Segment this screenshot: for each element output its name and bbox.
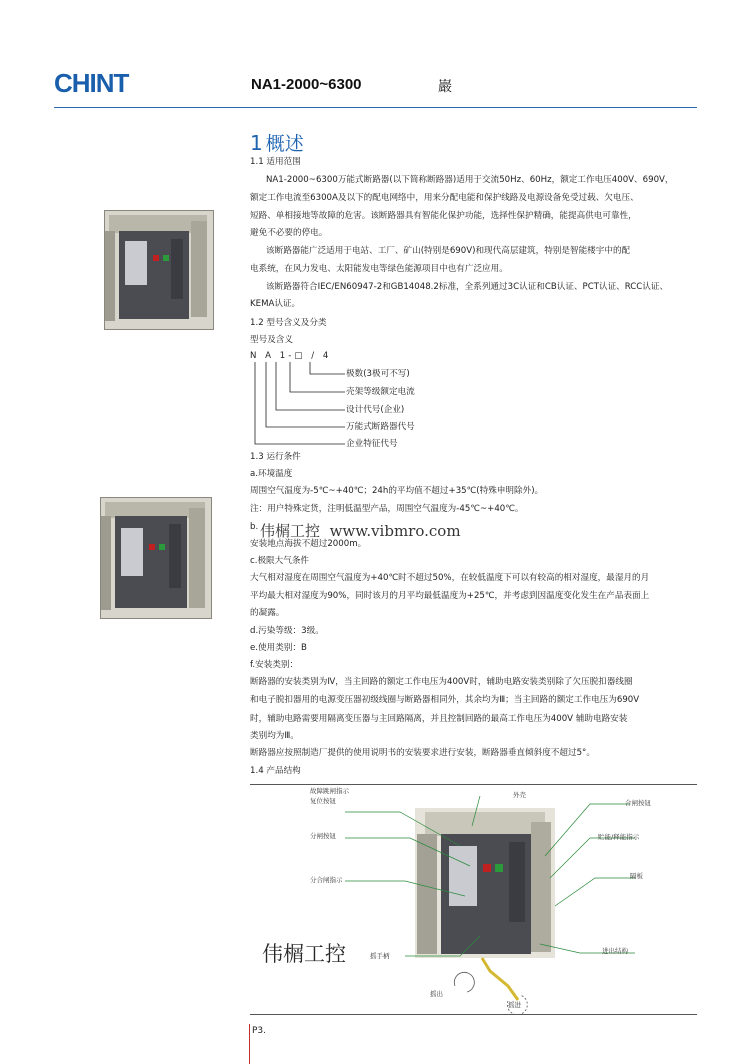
header-rule	[54, 107, 697, 108]
cond-a-2: 注：用户特殊定货，注明低温型产品，周围空气温度为-45℃~+40℃。	[250, 504, 524, 514]
heading-1-4: 1.4 产品结构	[250, 766, 301, 776]
cond-a: a.环境温度	[250, 469, 293, 479]
callout-rack-out: 摇出	[430, 990, 443, 998]
cond-b-1: 安装地点海拔不超过2000m。	[250, 539, 367, 549]
breaker-photo-1	[104, 210, 214, 330]
cond-a-1: 周围空气温度为-5℃~+40℃；24h的平均值不超过+35℃(特殊申明除外)。	[250, 486, 544, 496]
section-number: 1	[250, 131, 263, 155]
p1-line-3: 短路、单相接地等故障的危害。该断路器具有智能化保护功能，选择性保护精确，能提高供电可靠性，	[250, 211, 637, 221]
cond-c: c.极限大气条件	[250, 556, 310, 566]
p1-line-2: 额定工作电流至6300A及以下的配电网络中，用来分配电能和保护线路及电源设备免受过载、欠电压、	[250, 193, 639, 203]
watermark-brand-large: 伟榍工控	[262, 942, 346, 966]
callout-fault-trip: 故障跳闸指示	[310, 787, 349, 795]
heading-1-2: 1.2 型号含义及分类	[250, 318, 327, 328]
cond-c-1: 大气相对湿度在周围空气温度为+40℃时不超过50%，在较低温度下可以有较高的相对湿度，最湿月的月	[250, 573, 650, 583]
p2-line-2: 电系统，在风力发电、太阳能发电等绿色能源项目中也有广泛应用。	[250, 264, 508, 274]
model-code: N A 1-□ / 4	[250, 351, 332, 361]
callout-shell: 外壳	[513, 791, 526, 799]
watermark-brand: 榍工控	[275, 522, 321, 540]
model-mark: 巖	[438, 79, 452, 95]
cond-f-2: 和电子脱扣器用的电源变压器初级线圈与断路器相同外，其余均为Ⅲ；当主回路的额定工作电压为690V	[250, 695, 640, 705]
page-edge-line	[249, 1024, 250, 1064]
callout-open-button: 分闸按钮	[310, 832, 336, 840]
section-title	[250, 129, 304, 156]
callout-onoff-indicator: 分合闸指示	[310, 876, 343, 884]
cond-f-3: 时，辅助电路需要用隔离变压器与主回路隔离，并且控制回路的最高工作电压为400V 辅助电路安装	[250, 714, 628, 724]
code-label-poles: 极数(3极可不写)	[346, 369, 410, 379]
watermark-url: www.vibmro.com	[329, 522, 461, 540]
cond-e: e.使用类别：B	[250, 643, 307, 653]
chint-logo: CHINT	[54, 68, 129, 98]
cond-c-3: 的凝露。	[250, 608, 285, 618]
structure-callout-lines	[250, 786, 697, 1016]
model-meaning-sub: 型号及含义	[250, 335, 293, 345]
cond-b-prefix: b.	[250, 522, 259, 532]
structure-top-rule	[250, 784, 697, 785]
code-label-frame-current: 壳架等级额定电流	[346, 387, 415, 397]
cond-f-1: 断路器的安装类别为Ⅳ，当主回路的额定工作电压为400V时，辅助电路安装类别除了欠压脱扣器线圈	[250, 677, 633, 687]
page-number: P3.	[252, 1026, 267, 1036]
callout-reset: 复位按钮	[310, 797, 336, 805]
structure-bottom-rule	[250, 1014, 697, 1015]
code-label-design: 设计代号(企业)	[346, 405, 405, 415]
p2-line-1: 该断路器能广泛适用于电站、工厂、矿山(特别是690V)和现代高层建筑，特别是智能楼宇中的配	[266, 246, 631, 256]
p3-line-2: KEMA认证。	[250, 299, 301, 309]
callout-rack-in: 摇进	[508, 1001, 521, 1009]
section-title-text: 概述	[265, 133, 304, 155]
watermark-char: 伟	[260, 522, 276, 540]
p1-line-1: NA1-2000~6300万能式断路器(以下简称断路器)适用于交流50Hz、60Hz，额定工作电压400V、690V，	[266, 175, 674, 185]
model-title: NA1-2000~6300	[251, 76, 362, 93]
breaker-photo-2	[100, 497, 212, 619]
code-label-enterprise: 企业特征代号	[346, 439, 398, 449]
structure-figure	[250, 786, 697, 1016]
cond-d: d.污染等级：3级。	[250, 626, 324, 636]
callout-close-button: 合闸按钮	[625, 799, 651, 807]
cond-f: f.安装类别：	[250, 660, 299, 670]
callout-charge-indicator: 贮能/释能指示	[598, 833, 640, 841]
cond-f-4: 类别均为Ⅲ。	[250, 731, 299, 741]
p3-line-1: 该断路器符合IEC/EN60947-2和GB14048.2标准，全系列通过3C认证和CB认证、PCT认证、RCC认证、	[266, 282, 669, 292]
callout-barrier: 隔板	[630, 872, 643, 880]
callout-handle: 摇手柄	[370, 952, 390, 960]
p1-line-4: 避免不必要的停电。	[250, 228, 328, 238]
code-label-type: 万能式断路器代号	[346, 422, 415, 432]
cond-c-2: 平均最大相对湿度为90%，同时该月的月平均最低温度为+25℃，并考虑到因温度变化发生在产品表面上	[250, 591, 650, 601]
heading-1-1: 1.1 适用范围	[250, 157, 301, 167]
cond-g: 断路器应按照制造厂提供的使用说明书的安装要求进行安装，断路器垂直倾斜度不超过5°。	[250, 748, 595, 758]
callout-rack-mechanism: 进出结构	[602, 947, 628, 955]
heading-1-3: 1.3 运行条件	[250, 452, 301, 462]
